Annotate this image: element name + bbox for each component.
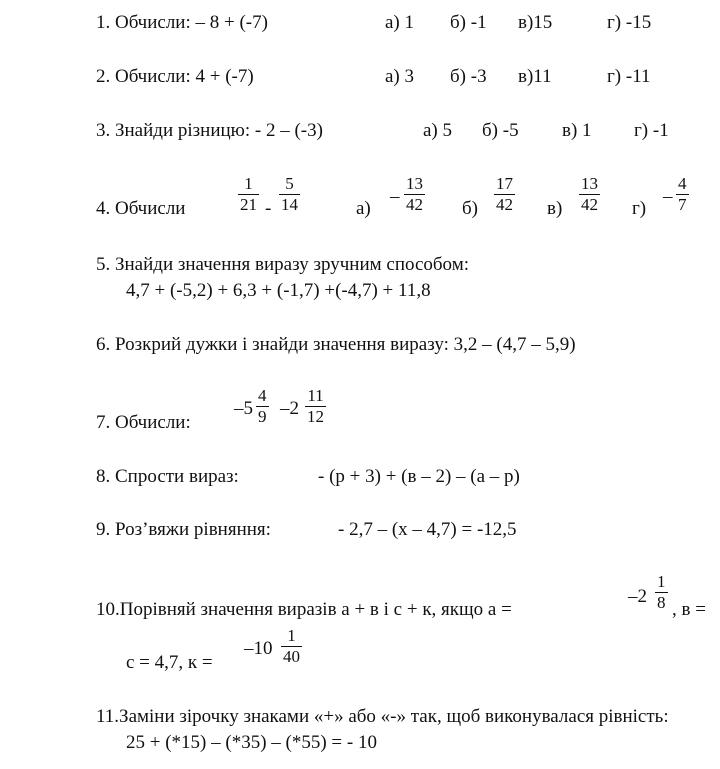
problem-10-a-whole: –2	[628, 586, 647, 607]
fraction-denominator: 40	[283, 647, 300, 666]
fraction-denominator: 21	[240, 195, 257, 214]
problem-10-line-2: с = 4,7, к =	[126, 652, 213, 673]
problem-3-option-d: г) -1	[634, 120, 669, 141]
fraction-numerator: 5	[285, 174, 294, 193]
problem-1-text: 1. Обчисли: – 8 + (-7)	[96, 12, 268, 33]
problem-4-option-c-label: в)	[547, 198, 563, 219]
problem-8-expression: - (р + 3) + (в – 2) – (а – р)	[318, 466, 520, 487]
problem-2-option-b: б) -3	[450, 66, 487, 87]
problem-1-option-c: в)15	[518, 12, 553, 33]
problem-4-option-a-label: а)	[356, 198, 371, 219]
fraction-denominator: 42	[406, 195, 423, 214]
problem-2-option-d: г) -11	[607, 66, 651, 87]
fraction-numerator: 4	[258, 386, 267, 405]
problem-4-option-d-fraction	[676, 174, 689, 215]
problem-7-whole-2: –2	[280, 398, 299, 419]
problem-4-fraction-2	[279, 174, 300, 215]
problem-3-option-c: в) 1	[562, 120, 592, 141]
problem-9-label: 9. Роз’вяжи рівняння:	[96, 519, 271, 540]
fraction-denominator: 12	[307, 407, 324, 426]
problem-4-option-b-fraction	[494, 174, 515, 215]
problem-1-option-d: г) -15	[607, 12, 652, 33]
problem-8-label: 8. Спрости вираз:	[96, 466, 239, 487]
problem-2-text: 2. Обчисли: 4 + (-7)	[96, 66, 254, 87]
problem-11-line-1: 11.Заміни зірочку знаками «+» або «-» так, щоб виконувалася рівність:	[96, 706, 669, 727]
problem-4-option-a-sign: –	[390, 186, 400, 207]
fraction-numerator: 13	[581, 174, 598, 193]
problem-4-label: 4. Обчисли	[96, 198, 186, 219]
problem-5-line-1: 5. Знайди значення виразу зручним способом:	[96, 254, 469, 275]
problem-7-fraction-2	[305, 386, 326, 427]
fraction-numerator: 13	[406, 174, 423, 193]
fraction-denominator: 9	[258, 407, 267, 426]
problem-10-k-whole: –10	[244, 638, 273, 659]
problem-4-option-a-fraction	[404, 174, 425, 215]
problem-4-option-d-label: г)	[632, 198, 647, 219]
fraction-numerator: 17	[496, 174, 513, 193]
problem-7-label: 7. Обчисли:	[96, 412, 191, 433]
problem-4-option-c-fraction	[579, 174, 600, 215]
fraction-denominator: 7	[678, 195, 687, 214]
problem-1-option-a: а) 1	[385, 12, 415, 33]
problem-7-fraction-1	[256, 386, 269, 427]
problem-7-whole-1: –5	[234, 398, 253, 419]
problem-9-expression: - 2,7 – (х – 4,7) = -12,5	[338, 519, 517, 540]
fraction-denominator: 42	[581, 195, 598, 214]
fraction-denominator: 42	[496, 195, 513, 214]
problem-11-line-2: 25 + (*15) – (*35) – (*55) = - 10	[126, 732, 377, 753]
problem-4-option-d-sign: –	[663, 186, 673, 207]
problem-10-k-fraction	[281, 626, 302, 667]
fraction-numerator: 11	[307, 386, 324, 405]
problem-3-text: 3. Знайди різницю: - 2 – (-3)	[96, 120, 323, 141]
fraction-numerator: 1	[244, 174, 253, 193]
problem-2-option-c: в)11	[518, 66, 552, 87]
problem-4-option-b-label: б)	[462, 198, 478, 219]
problem-1-option-b: б) -1	[450, 12, 487, 33]
fraction-numerator: 1	[287, 626, 296, 645]
fraction-numerator: 4	[678, 174, 687, 193]
problem-6-text: 6. Розкрий дужки і знайди значення виразу: 3,2 – (4,7 – 5,9)	[96, 334, 576, 355]
problem-2-option-a: а) 3	[385, 66, 415, 87]
problem-10-a-fraction	[655, 572, 668, 613]
fraction-denominator: 8	[657, 593, 666, 612]
problem-4-fraction-1	[238, 174, 259, 215]
fraction-denominator: 14	[281, 195, 298, 214]
problem-4-minus: -	[265, 198, 272, 219]
problem-5-line-2: 4,7 + (-5,2) + 6,3 + (-1,7) +(-4,7) + 11,8	[126, 280, 431, 301]
fraction-numerator: 1	[657, 572, 666, 591]
problem-3-option-b: б) -5	[482, 120, 519, 141]
problem-3-option-a: а) 5	[423, 120, 453, 141]
problem-10-line-1: 10.Порівняй значення виразів а + в і с + к, якщо а =	[96, 599, 512, 620]
problem-10-b-label: , в =	[672, 599, 706, 620]
